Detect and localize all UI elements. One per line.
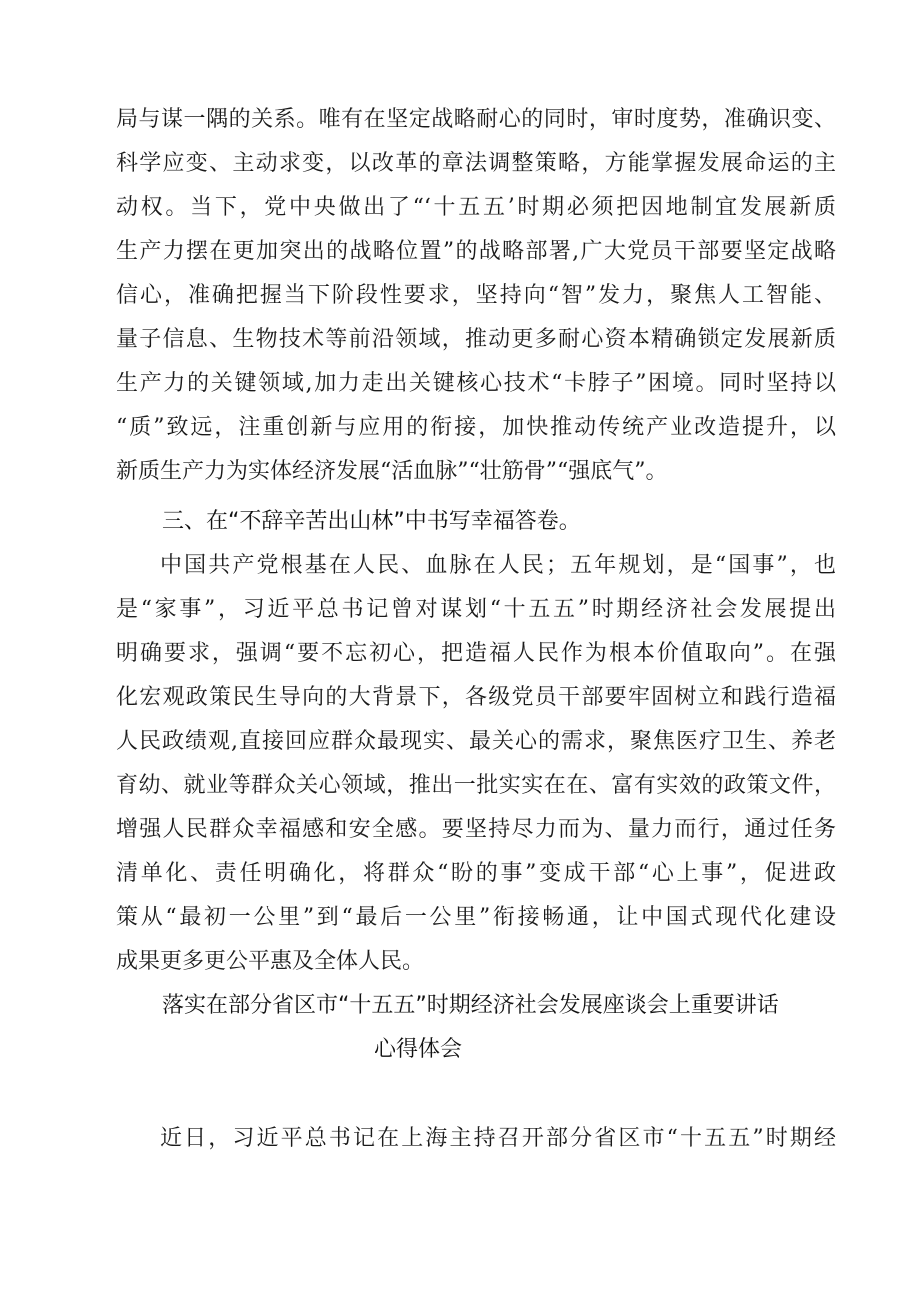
- paragraph-line: 明确要求，强调“要不忘初心，把造福人民作为根本价值取向”。在强: [116, 641, 836, 666]
- paragraph-line: 信心，准确把握当下阶段性要求，坚持向“智”发力，聚焦人工智能、: [116, 283, 836, 308]
- paragraph-line: 生产力的关键领域,加力走出关键核心技术“卡脖子”困境。同时坚持以: [116, 371, 836, 396]
- paragraph-line: 量子信息、生物技术等前沿领域，推动更多耐心资本精确锁定发展新质: [116, 327, 836, 352]
- paragraph-line: 生产力摆在更加突出的战略位置”的战略部署,广大党员干部要坚定战略: [116, 239, 836, 264]
- paragraph-line: 中国共产党根基在人民、血脉在人民；五年规划，是“国事”，也: [160, 553, 836, 578]
- article-title-line-2: 心得体会: [374, 1037, 463, 1062]
- section-paragraph: [116, 544, 836, 984]
- paragraph-line: 是“家事”，习近平总书记曾对谋划“十五五”时期经济社会发展提出: [116, 597, 836, 622]
- article-paragraph: [116, 1117, 836, 1161]
- paragraph-line: 策从“最初一公里”到“最后一公里”衔接畅通，让中国式现代化建设: [116, 905, 836, 930]
- paragraph-line: 化宏观政策民生导向的大背景下，各级党员干部要牢固树立和践行造福: [116, 685, 836, 710]
- paragraph-line: 科学应变、主动求变，以改革的章法调整策略，方能掌握发展命运的主: [116, 151, 836, 176]
- paragraph-line: 新质生产力为实体经济发展“活血脉”“壮筋骨”“强底气”。: [116, 459, 668, 484]
- article-title-line-1: 落实在部分省区市“十五五”时期经济社会发展座谈会上重要讲话: [162, 993, 779, 1018]
- paragraph-line: 动权。当下，党中央做出了“‘十五五’时期必须把因地制宜发展新质: [116, 195, 836, 220]
- paragraph-line: 近日，习近平总书记在上海主持召开部分省区市“十五五”时期经: [160, 1126, 836, 1151]
- continuation-paragraph: [116, 98, 836, 494]
- paragraph-line: “质”致远，注重创新与应用的衔接，加快推动传统产业改造提升，以: [116, 415, 836, 440]
- paragraph-line: 育幼、就业等群众关心领域，推出一批实实在在、富有实效的政策文件，: [116, 773, 836, 798]
- paragraph-line: 清单化、责任明确化，将群众“盼的事”变成干部“心上事”，促进政: [116, 861, 836, 886]
- paragraph-line: 人民政绩观,直接回应群众最现实、最关心的需求，聚焦医疗卫生、养老: [116, 729, 836, 754]
- paragraph-line: 增强人民群众幸福感和安全感。要坚持尽力而为、量力而行，通过任务: [116, 817, 836, 842]
- section-heading: 三、在“不辞辛苦出山林”中书写幸福答卷。: [162, 509, 581, 534]
- paragraph-line: 局与谋一隅的关系。唯有在坚定战略耐心的同时，审时度势，准确识变、: [116, 107, 836, 132]
- paragraph-line: 成果更多更公平惠及全体人民。: [116, 949, 425, 974]
